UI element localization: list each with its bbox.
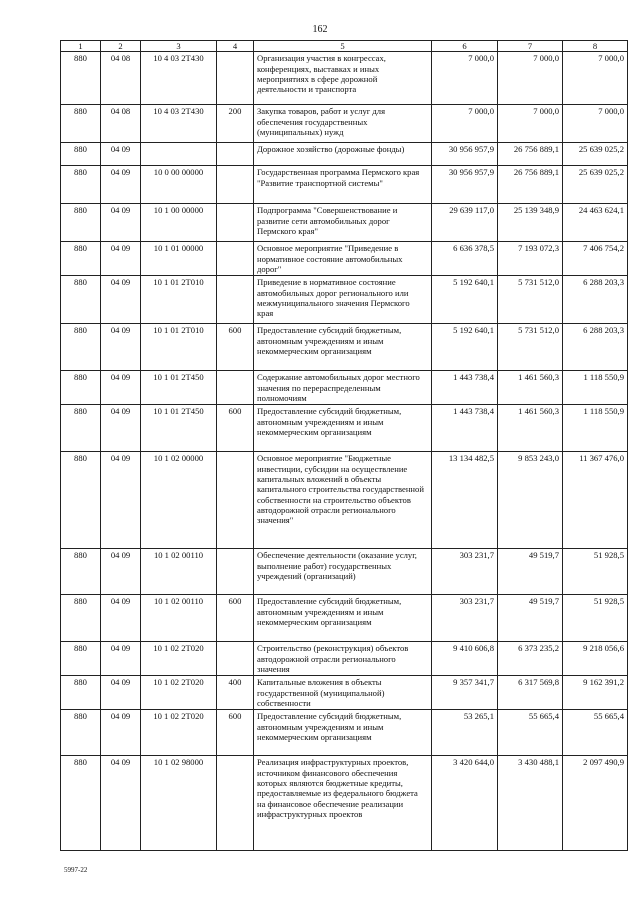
item-name-cell: Подпрограмма "Совершенствование и развитие сети автомобильных дорог Пермского края" <box>254 204 432 242</box>
item-name-cell: Предоставление субсидий бюджетным, автономным учреждениям и иным некоммерческим организациям <box>254 324 432 371</box>
code-target-cell: 10 4 03 2Т430 <box>141 105 217 143</box>
table-row <box>61 324 628 371</box>
amount-cell: 6 317 569,8 <box>498 676 563 710</box>
amount-cell: 25 139 348,9 <box>498 204 563 242</box>
table-row <box>61 166 628 204</box>
amount-cell: 7 000,0 <box>432 52 498 105</box>
code-expense-type-cell: 600 <box>217 595 254 642</box>
amount-cell: 25 639 025,2 <box>563 166 628 204</box>
code-admin-cell: 880 <box>61 204 101 242</box>
amount-cell: 25 639 025,2 <box>563 143 628 166</box>
amount-cell: 5 731 512,0 <box>498 324 563 371</box>
amount-cell: 303 231,7 <box>432 595 498 642</box>
code-admin-cell: 880 <box>61 710 101 756</box>
code-target-cell: 10 1 01 00000 <box>141 242 217 276</box>
code-target-cell: 10 1 02 98000 <box>141 756 217 851</box>
code-target-cell: 10 1 02 2Т020 <box>141 710 217 756</box>
code-target-cell <box>141 143 217 166</box>
amount-cell: 7 000,0 <box>563 52 628 105</box>
amount-cell: 6 288 203,3 <box>563 324 628 371</box>
header-cell: 4 <box>217 41 254 52</box>
code-target-cell: 10 1 01 2Т450 <box>141 371 217 405</box>
amount-cell: 7 000,0 <box>498 105 563 143</box>
amount-cell: 3 420 644,0 <box>432 756 498 851</box>
table-row <box>61 105 628 143</box>
amount-cell: 7 000,0 <box>432 105 498 143</box>
page-number: 162 <box>312 24 328 35</box>
code-target-cell: 10 4 03 2Т430 <box>141 52 217 105</box>
table-row <box>61 371 628 405</box>
amount-cell: 3 430 488,1 <box>498 756 563 851</box>
code-admin-cell: 880 <box>61 242 101 276</box>
code-admin-cell: 880 <box>61 324 101 371</box>
table-body <box>61 52 628 851</box>
amount-cell: 1 118 550,9 <box>563 405 628 452</box>
code-target-cell: 10 1 02 00000 <box>141 452 217 549</box>
code-section-cell: 04 09 <box>101 710 141 756</box>
header-cell: 2 <box>101 41 141 52</box>
amount-cell: 1 118 550,9 <box>563 371 628 405</box>
code-expense-type-cell <box>217 756 254 851</box>
code-target-cell: 10 1 02 00110 <box>141 595 217 642</box>
amount-cell: 49 519,7 <box>498 595 563 642</box>
code-section-cell: 04 09 <box>101 324 141 371</box>
code-target-cell: 10 0 00 00000 <box>141 166 217 204</box>
amount-cell: 6 288 203,3 <box>563 276 628 324</box>
code-expense-type-cell: 200 <box>217 105 254 143</box>
code-section-cell: 04 09 <box>101 242 141 276</box>
amount-cell: 55 665,4 <box>498 710 563 756</box>
header-cell: 1 <box>61 41 101 52</box>
code-expense-type-cell <box>217 276 254 324</box>
code-expense-type-cell <box>217 143 254 166</box>
code-section-cell: 04 09 <box>101 452 141 549</box>
item-name-cell: Предоставление субсидий бюджетным, автономным учреждениям и иным некоммерческим организациям <box>254 595 432 642</box>
amount-cell: 49 519,7 <box>498 549 563 595</box>
amount-cell: 30 956 957,9 <box>432 143 498 166</box>
code-section-cell: 04 09 <box>101 166 141 204</box>
amount-cell: 24 463 624,1 <box>563 204 628 242</box>
code-section-cell: 04 09 <box>101 642 141 676</box>
amount-cell: 1 443 738,4 <box>432 405 498 452</box>
code-admin-cell: 880 <box>61 143 101 166</box>
code-target-cell: 10 1 02 2Т020 <box>141 642 217 676</box>
amount-cell: 5 731 512,0 <box>498 276 563 324</box>
item-name-cell: Содержание автомобильных дорог местного значения по перераспределенным полномочиям <box>254 371 432 405</box>
code-admin-cell: 880 <box>61 52 101 105</box>
code-admin-cell: 880 <box>61 642 101 676</box>
amount-cell: 29 639 117,0 <box>432 204 498 242</box>
header-cell: 6 <box>432 41 498 52</box>
code-section-cell: 04 09 <box>101 595 141 642</box>
table-row <box>61 52 628 105</box>
code-expense-type-cell <box>217 166 254 204</box>
amount-cell: 11 367 476,0 <box>563 452 628 549</box>
amount-cell: 1 461 560,3 <box>498 405 563 452</box>
header-cell: 8 <box>563 41 628 52</box>
code-admin-cell: 880 <box>61 549 101 595</box>
code-target-cell: 10 1 02 2Т020 <box>141 676 217 710</box>
table-row <box>61 710 628 756</box>
code-section-cell: 04 09 <box>101 756 141 851</box>
table-row <box>61 242 628 276</box>
item-name-cell: Капитальные вложения в объекты государственной (муниципальной) собственности <box>254 676 432 710</box>
item-name-cell: Строительство (реконструкция) объектов автодорожной отрасли регионального значения <box>254 642 432 676</box>
table-row <box>61 405 628 452</box>
code-admin-cell: 880 <box>61 676 101 710</box>
code-admin-cell: 880 <box>61 105 101 143</box>
amount-cell: 55 665,4 <box>563 710 628 756</box>
code-target-cell: 10 1 01 2Т010 <box>141 324 217 371</box>
table-row <box>61 676 628 710</box>
header-cell: 3 <box>141 41 217 52</box>
code-expense-type-cell <box>217 642 254 676</box>
code-expense-type-cell <box>217 204 254 242</box>
amount-cell: 6 373 235,2 <box>498 642 563 676</box>
amount-cell: 30 956 957,9 <box>432 166 498 204</box>
code-admin-cell: 880 <box>61 166 101 204</box>
item-name-cell: Основное мероприятие "Приведение в нормативное состояние автомобильных дорог" <box>254 242 432 276</box>
table-row <box>61 756 628 851</box>
code-section-cell: 04 08 <box>101 52 141 105</box>
code-section-cell: 04 09 <box>101 371 141 405</box>
table-row <box>61 143 628 166</box>
amount-cell: 9 853 243,0 <box>498 452 563 549</box>
amount-cell: 5 192 640,1 <box>432 276 498 324</box>
item-name-cell: Закупка товаров, работ и услуг для обеспечения государственных (муниципальных) нужд <box>254 105 432 143</box>
code-expense-type-cell: 600 <box>217 710 254 756</box>
code-section-cell: 04 08 <box>101 105 141 143</box>
amount-cell: 53 265,1 <box>432 710 498 756</box>
code-target-cell: 10 1 00 00000 <box>141 204 217 242</box>
amount-cell: 6 636 378,5 <box>432 242 498 276</box>
code-expense-type-cell <box>217 549 254 595</box>
amount-cell: 9 357 341,7 <box>432 676 498 710</box>
header-row <box>61 41 628 52</box>
item-name-cell: Дорожное хозяйство (дорожные фонды) <box>254 143 432 166</box>
table-row <box>61 204 628 242</box>
amount-cell: 51 928,5 <box>563 595 628 642</box>
item-name-cell: Предоставление субсидий бюджетным, автономным учреждениям и иным некоммерческим организациям <box>254 405 432 452</box>
code-expense-type-cell: 400 <box>217 676 254 710</box>
item-name-cell: Обеспечение деятельности (оказание услуг, выполнение работ) государственных учреждений (организаций) <box>254 549 432 595</box>
code-admin-cell: 880 <box>61 371 101 405</box>
amount-cell: 7 000,0 <box>498 52 563 105</box>
amount-cell: 7 406 754,2 <box>563 242 628 276</box>
code-section-cell: 04 09 <box>101 676 141 710</box>
amount-cell: 1 461 560,3 <box>498 371 563 405</box>
table-row <box>61 642 628 676</box>
code-section-cell: 04 09 <box>101 143 141 166</box>
amount-cell: 1 443 738,4 <box>432 371 498 405</box>
code-admin-cell: 880 <box>61 276 101 324</box>
code-expense-type-cell <box>217 452 254 549</box>
code-target-cell: 10 1 01 2Т010 <box>141 276 217 324</box>
code-admin-cell: 880 <box>61 756 101 851</box>
table-row <box>61 452 628 549</box>
code-section-cell: 04 09 <box>101 204 141 242</box>
amount-cell: 51 928,5 <box>563 549 628 595</box>
amount-cell: 9 410 606,8 <box>432 642 498 676</box>
amount-cell: 7 193 072,3 <box>498 242 563 276</box>
code-expense-type-cell <box>217 52 254 105</box>
item-name-cell: Организация участия в конгрессах, конференциях, выставках и иных мероприятиях в сфере дорожной деятельности и транспорта <box>254 52 432 105</box>
amount-cell: 26 756 889,1 <box>498 166 563 204</box>
code-target-cell: 10 1 02 00110 <box>141 549 217 595</box>
code-section-cell: 04 09 <box>101 549 141 595</box>
amount-cell: 13 134 482,5 <box>432 452 498 549</box>
amount-cell: 7 000,0 <box>563 105 628 143</box>
amount-cell: 5 192 640,1 <box>432 324 498 371</box>
amount-cell: 9 218 056,6 <box>563 642 628 676</box>
amount-cell: 26 756 889,1 <box>498 143 563 166</box>
code-expense-type-cell: 600 <box>217 324 254 371</box>
code-expense-type-cell <box>217 242 254 276</box>
code-section-cell: 04 09 <box>101 276 141 324</box>
code-expense-type-cell <box>217 371 254 405</box>
table-row <box>61 549 628 595</box>
amount-cell: 303 231,7 <box>432 549 498 595</box>
header-cell: 5 <box>254 41 432 52</box>
budget-table <box>60 40 628 851</box>
item-name-cell: Основное мероприятие "Бюджетные инвестиции, субсидии на осуществление капитальных вложений в объекты капитального строительства государственной собственности на строительство объектов автодорожной отрасли регионального значения" <box>254 452 432 549</box>
table-row <box>61 276 628 324</box>
code-expense-type-cell: 600 <box>217 405 254 452</box>
item-name-cell: Государственная программа Пермского края "Развитие транспортной системы" <box>254 166 432 204</box>
code-target-cell: 10 1 01 2Т450 <box>141 405 217 452</box>
amount-cell: 2 097 490,9 <box>563 756 628 851</box>
table-row <box>61 595 628 642</box>
code-admin-cell: 880 <box>61 405 101 452</box>
amount-cell: 9 162 391,2 <box>563 676 628 710</box>
item-name-cell: Предоставление субсидий бюджетным, автономным учреждениям и иным некоммерческим организациям <box>254 710 432 756</box>
header-cell: 7 <box>498 41 563 52</box>
document-code: 5997-22 <box>64 866 88 874</box>
item-name-cell: Приведение в нормативное состояние автомобильных дорог регионального или межмуниципального значения Пермского края <box>254 276 432 324</box>
code-admin-cell: 880 <box>61 595 101 642</box>
code-admin-cell: 880 <box>61 452 101 549</box>
code-section-cell: 04 09 <box>101 405 141 452</box>
item-name-cell: Реализация инфраструктурных проектов, источником финансового обеспечения которых являются бюджетные кредиты, предоставляемые из федерального бюджета на финансовое обеспечение реализации инфраструктурных проектов <box>254 756 432 851</box>
